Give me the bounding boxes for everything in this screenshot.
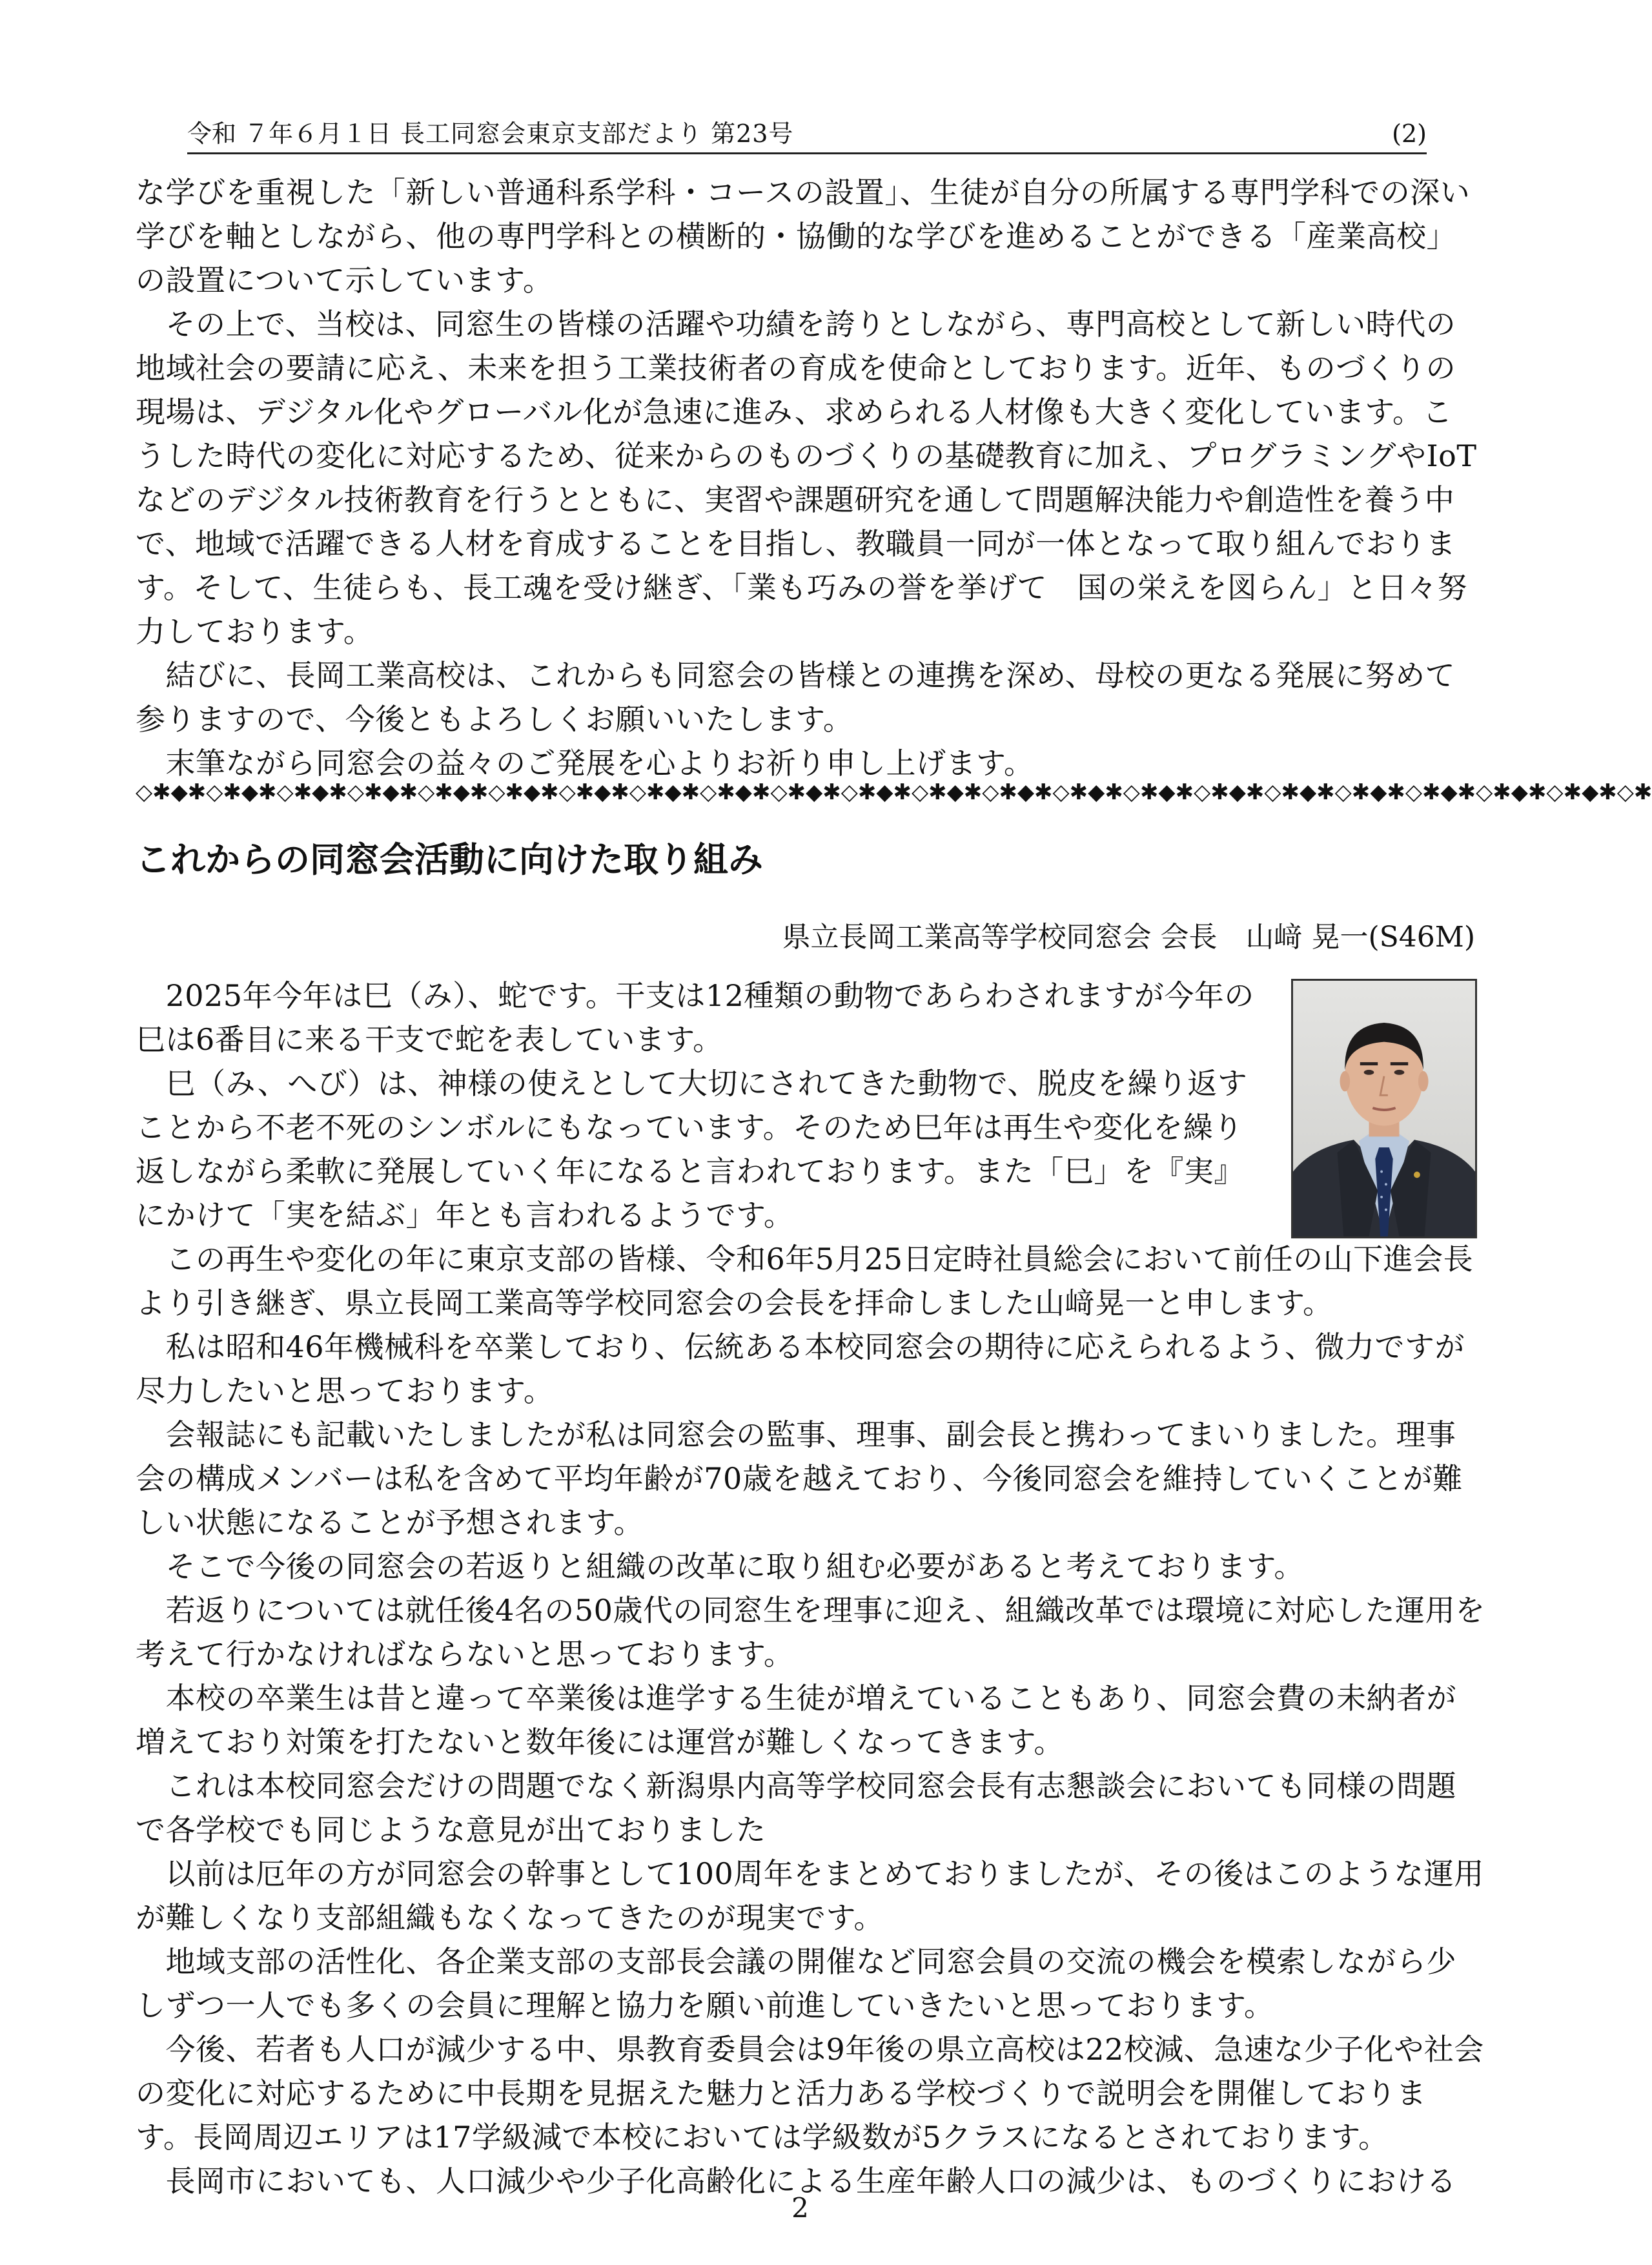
text-line: 会の構成メンバーは私を含めて平均年齢が70歳を越えており、今後同窓会を維持していくことが難 (136, 1461, 1463, 1496)
text-line: 現場は、デジタル化やグローバル化が急速に進み、求められる人材像も大きく変化しています。こ (136, 395, 1453, 429)
text-line: より引き継ぎ、県立長岡工業高等学校同窓会の会長を拝命しました山﨑晃一と申します。 (136, 1286, 1333, 1320)
text-line: が難しくなり支部組織もなくなってきたのが現実です。 (136, 1900, 884, 1935)
article-byline: 県立長岡工業高等学校同窓会 会長 山﨑 晃一(S46M) (782, 921, 1475, 954)
text-line: ことから不老不死のシンボルにもなっています。そのため巳年は再生や変化を繰り (136, 1110, 1243, 1145)
text-line: などのデジタル技術教育を行うとともに、実習や課題研究を通して問題解決能力や創造性を養う中 (136, 482, 1455, 517)
text-line: 力しております。 (136, 614, 374, 649)
text-line: しずつ一人でも多くの会員に理解と協力を願い前進していきたいと思っております。 (136, 1988, 1274, 2023)
text-line: 巳（み、へび）は、神様の使えとして大切にされてきた動物で、脱皮を繰り返す (136, 1066, 1248, 1101)
decorative-divider: ◇✱◆✱◇✱◆✱◇✱◆✱◇✱◆✱◇✱◆✱◇✱◆✱◇✱◆✱◇✱◆✱◇✱◆✱◇✱◆✱◇✱◆✱◇✱◆✱◇✱◆✱◇✱◆✱◇✱◆✱◇✱◆✱◇✱◆✱◇✱◆✱◇✱◆✱◇✱◆✱◇✱◆✱◇✱ (136, 779, 1652, 805)
issue-date: 令和 ７年６月１日 (187, 119, 392, 148)
text-line: 若返りについては就任後4名の50歳代の同窓生を理事に迎え、組織改革では環境に対応した運用を (136, 1593, 1485, 1628)
text-line: で、地域で活躍できる人材を育成することを目指し、教職員一同が一体となって取り組んでおりま (136, 526, 1456, 561)
text-line: 私は昭和46年機械科を卒業しており、伝統ある本校同窓会の期待に応えられるよう、微力ですが (136, 1329, 1465, 1364)
text-line: 2025年今年は巳（み）、蛇です。干支は12種類の動物であらわされますが今年の (136, 978, 1254, 1013)
text-line: 長岡市においても、人口減少や少子化高齢化による生産年齢人口の減少は、ものづくりにおける (136, 2164, 1456, 2198)
text-line: 巳は6番目に来る干支で蛇を表しています。 (136, 1022, 723, 1057)
page-header (187, 116, 1427, 154)
text-line: 考えて行かなければならないと思っております。 (136, 1637, 794, 1672)
text-line: その上で、当校は、同窓生の皆様の活躍や功績を誇りとしながら、専門高校として新しい時代の (136, 307, 1456, 342)
text-line: 学びを軸としながら、他の専門学科との横断的・協働的な学びを進めることができる「産業高校」 (136, 219, 1456, 254)
newsletter-title: 長工同窓会東京支部だより 第23号 (400, 119, 794, 148)
text-line: この再生や変化の年に東京支部の皆様、令和6年5月25日定時社員総会において前任の山下進会長 (136, 1242, 1474, 1276)
text-line: 参りますので、今後ともよろしくお願いいたします。 (136, 702, 853, 737)
text-line: 増えており対策を打たないと数年後には運営が難しくなってきます。 (136, 1725, 1064, 1759)
header-page-label: (2) (1392, 119, 1427, 148)
text-line: す。長岡周辺エリアは17学級減で本校においては学級数が5クラスになるとされております。 (136, 2120, 1389, 2155)
text-line: す。そして、生徒らも、長工魂を受け継ぎ、「業も巧みの誉を挙げて 国の栄えを図らん」と日々努 (136, 570, 1468, 605)
text-line: の変化に対応するために中長期を見据えた魅力と活力ある学校づくりで説明会を開催しておりま (136, 2076, 1427, 2111)
text-line: で各学校でも同じような意見が出ておりました (136, 1812, 766, 1847)
text-line: 結びに、長岡工業高校は、これからも同窓会の皆様との連携を深め、母校の更なる発展に努めて (136, 658, 1456, 693)
text-line: の設置について示しています。 (136, 263, 553, 298)
text-line: 今後、若者も人口が減少する中、県教育委員会は9年後の県立高校は22校減、急速な少子化や社会 (136, 2032, 1484, 2067)
page-number: 2 (791, 2192, 809, 2224)
text-line: 尽力したいと思っております。 (136, 1373, 554, 1408)
text-line: 会報誌にも記載いたしましたが私は同窓会の監事、理事、副会長と携わってまいりました。理事 (136, 1417, 1456, 1452)
text-line: しい状態になることが予想されます。 (136, 1505, 644, 1540)
text-line: うした時代の変化に対応するため、従来からのものづくりの基礎教育に加え、プログラミングやIoT (136, 438, 1477, 473)
text-line: 末筆ながら同窓会の益々のご発展を心よりお祈り申し上げます。 (136, 746, 1034, 781)
text-line: な学びを重視した「新しい普通科系学科・コースの設置」、生徒が自分の所属する専門学科での深い (136, 175, 1471, 210)
continued-article-text (136, 170, 1475, 785)
text-line: 本校の卒業生は昔と違って卒業後は進学する生徒が増えていることもあり、同窓会費の未納者が (136, 1681, 1456, 1716)
text-line: 地域支部の活性化、各企業支部の支部長会議の開催など同窓会員の交流の機会を模索しながら少 (136, 1944, 1456, 1979)
text-line: にかけて「実を結ぶ」年とも言われるようです。 (136, 1198, 794, 1233)
article-body (136, 974, 1485, 2203)
article-heading: これからの同窓会活動に向けた取り組み (136, 839, 763, 880)
text-line: 以前は厄年の方が同窓会の幹事として100周年をまとめておりましたが、その後はこのような運用 (136, 1856, 1484, 1891)
text-line: 返しながら柔軟に発展していく年になると言われております。また「巳」を『実』 (136, 1154, 1244, 1189)
text-line: そこで今後の同窓会の若返りと組織の改革に取り組む必要があると考えております。 (136, 1549, 1304, 1584)
text-line: 地域社会の要請に応え、未来を担う工業技術者の育成を使命としております。近年、ものづくりの (136, 351, 1456, 385)
text-line: これは本校同窓会だけの問題でなく新潟県内高等学校同窓会長有志懇談会においても同様の問題 (136, 1768, 1456, 1803)
